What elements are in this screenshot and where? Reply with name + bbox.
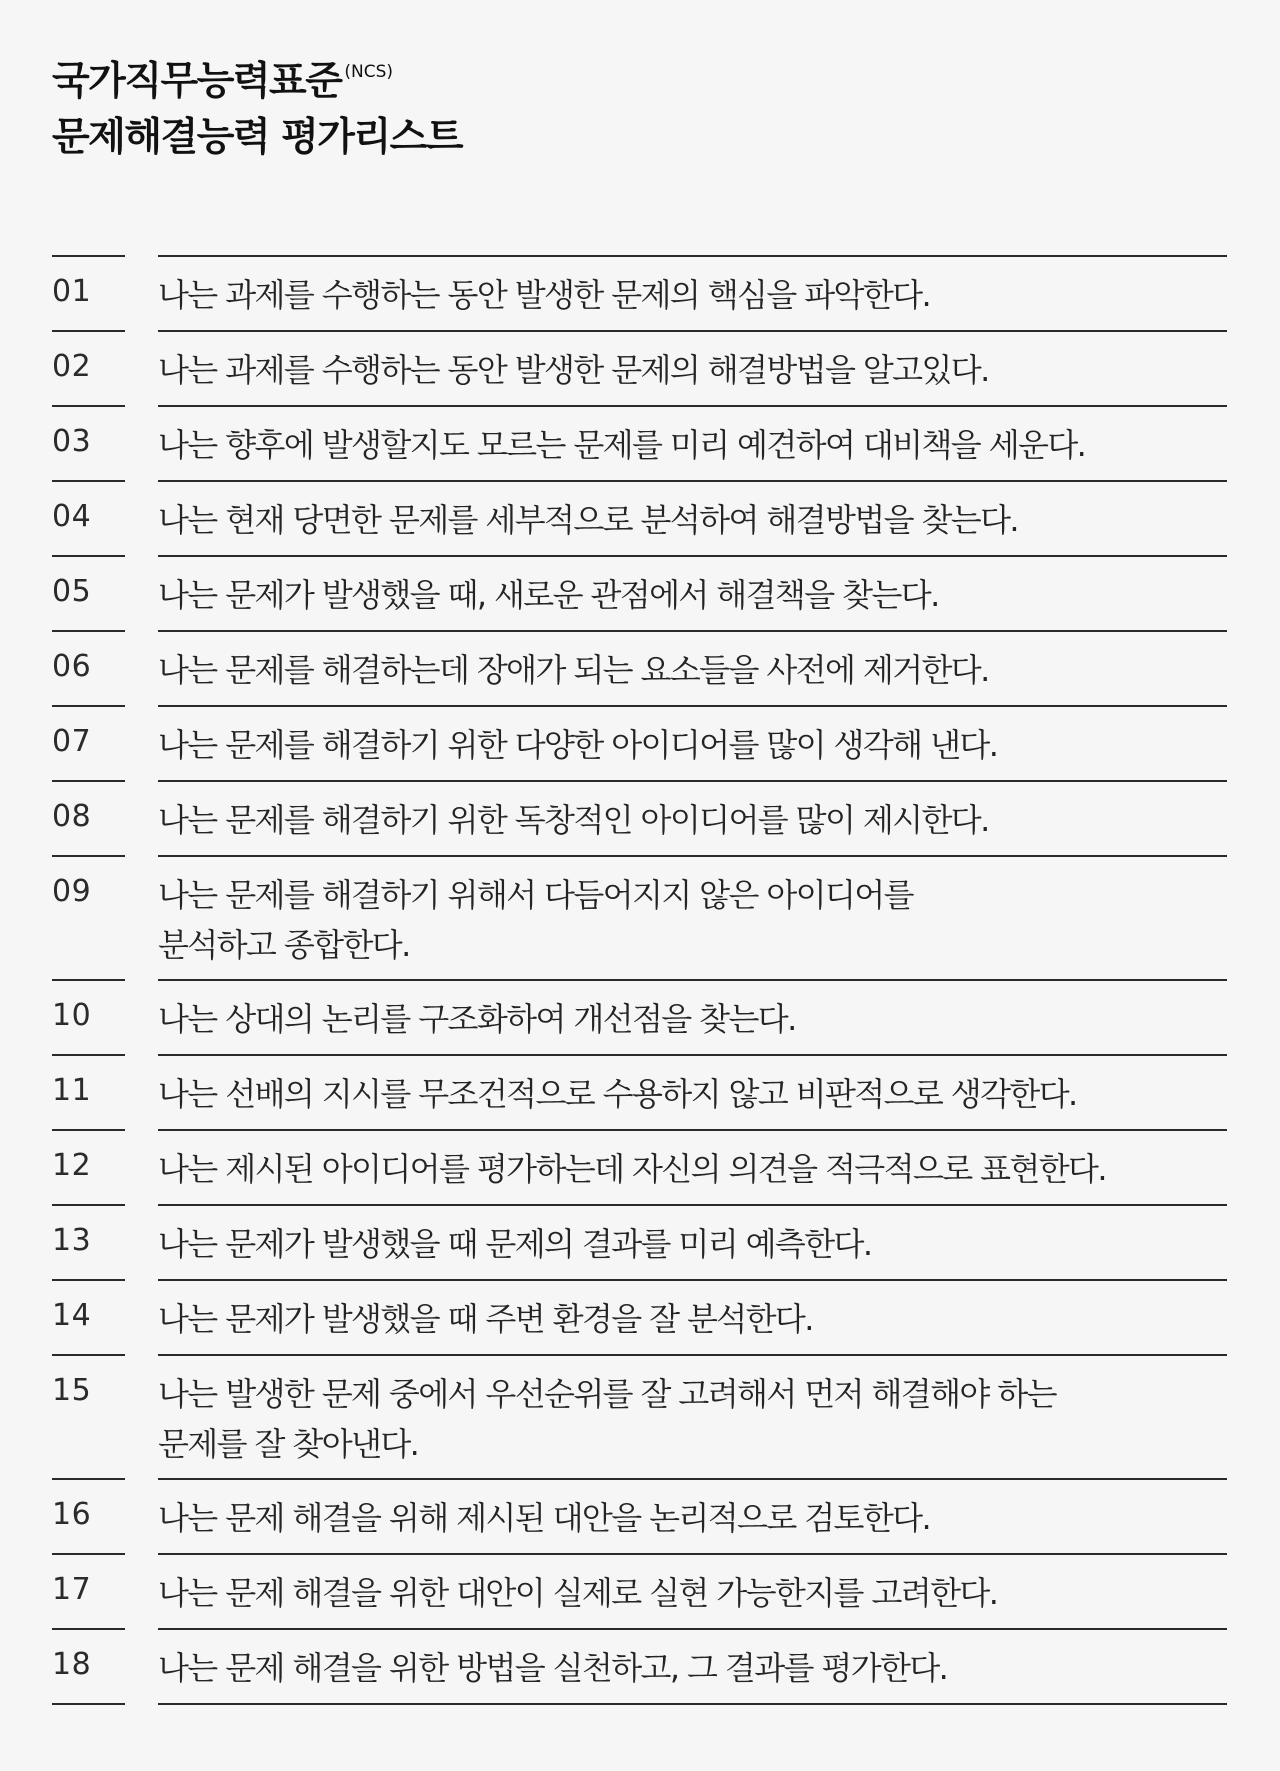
text-divider <box>158 1628 1227 1630</box>
number-divider <box>52 1703 125 1705</box>
title-line-2: 문제해결능력 평가리스트 <box>52 115 462 160</box>
text-divider <box>158 1354 1227 1356</box>
number-divider <box>52 705 125 707</box>
list-item <box>52 405 1227 480</box>
text-divider <box>158 330 1227 332</box>
list-item <box>52 1553 1227 1628</box>
list-item <box>52 855 1227 979</box>
number-divider <box>52 780 125 782</box>
number-divider <box>52 979 125 981</box>
text-divider <box>158 480 1227 482</box>
closing-divider <box>52 1703 1227 1705</box>
list-item <box>52 705 1227 780</box>
item-number: 13 <box>52 1223 92 1258</box>
text-divider <box>158 630 1227 632</box>
number-divider <box>52 480 125 482</box>
item-number: 06 <box>52 649 92 684</box>
item-number: 15 <box>52 1373 92 1408</box>
item-text: 나는 과제를 수행하는 동안 발생한 문제의 핵심을 파악한다. <box>158 276 931 314</box>
list-item <box>52 330 1227 405</box>
item-text: 나는 문제 해결을 위해 제시된 대안을 논리적으로 검토한다. <box>158 1499 931 1537</box>
item-text: 나는 문제를 해결하는데 장애가 되는 요소들을 사전에 제거한다. <box>158 651 989 689</box>
item-text: 나는 문제가 발생했을 때, 새로운 관점에서 해결책을 찾는다. <box>158 576 939 614</box>
item-text: 나는 문제를 해결하기 위한 독창적인 아이디어를 많이 제시한다. <box>158 801 989 839</box>
item-number: 17 <box>52 1572 92 1607</box>
number-divider <box>52 1478 125 1480</box>
item-text: 나는 과제를 수행하는 동안 발생한 문제의 해결방법을 알고있다. <box>158 351 989 389</box>
list-item <box>52 1628 1227 1703</box>
text-divider <box>158 555 1227 557</box>
item-number: 12 <box>52 1148 92 1183</box>
item-number: 02 <box>52 349 92 384</box>
list-item <box>52 255 1227 330</box>
number-divider <box>52 630 125 632</box>
text-divider <box>158 1204 1227 1206</box>
item-number: 05 <box>52 574 92 609</box>
number-divider <box>52 255 125 257</box>
item-number: 01 <box>52 274 92 309</box>
item-number: 03 <box>52 424 92 459</box>
text-divider <box>158 1129 1227 1131</box>
number-divider <box>52 1054 125 1056</box>
item-text: 나는 문제가 발생했을 때 문제의 결과를 미리 예측한다. <box>158 1225 872 1263</box>
item-number: 04 <box>52 499 92 534</box>
item-text: 나는 향후에 발생할지도 모르는 문제를 미리 예견하여 대비책을 세운다. <box>158 426 1086 464</box>
list-item <box>52 780 1227 855</box>
text-divider <box>158 1279 1227 1281</box>
number-divider <box>52 555 125 557</box>
item-number: 11 <box>52 1073 92 1108</box>
item-text: 나는 상대의 논리를 구조화하여 개선점을 찾는다. <box>158 1000 796 1038</box>
item-number: 16 <box>52 1497 92 1532</box>
text-divider <box>158 1553 1227 1555</box>
list-item <box>52 1279 1227 1354</box>
number-divider <box>52 330 125 332</box>
list-item <box>52 979 1227 1054</box>
list-item <box>52 1204 1227 1279</box>
item-text: 나는 현재 당면한 문제를 세부적으로 분석하여 해결방법을 찾는다. <box>158 501 1019 539</box>
number-divider <box>52 1553 125 1555</box>
number-divider <box>52 1354 125 1356</box>
number-divider <box>52 1628 125 1630</box>
number-divider <box>52 405 125 407</box>
list-item <box>52 555 1227 630</box>
item-text: 나는 문제가 발생했을 때 주변 환경을 잘 분석한다. <box>158 1300 813 1338</box>
title-superscript: (NCS) <box>344 62 394 82</box>
list-item <box>52 480 1227 555</box>
list-item <box>52 1354 1227 1478</box>
text-divider <box>158 1054 1227 1056</box>
item-text: 나는 문제를 해결하기 위해서 다듬어지지 않은 아이디어를 분석하고 종합한다. <box>158 876 913 964</box>
item-number: 09 <box>52 874 92 909</box>
item-number: 18 <box>52 1647 92 1682</box>
list-item <box>52 630 1227 705</box>
page-title <box>52 44 462 166</box>
item-number: 14 <box>52 1298 92 1333</box>
text-divider <box>158 705 1227 707</box>
number-divider <box>52 855 125 857</box>
list-item <box>52 1129 1227 1204</box>
item-number: 07 <box>52 724 92 759</box>
text-divider <box>158 405 1227 407</box>
text-divider <box>158 780 1227 782</box>
title-main: 국가직무능력표준 <box>52 59 342 104</box>
item-text: 나는 제시된 아이디어를 평가하는데 자신의 의견을 적극적으로 표현한다. <box>158 1150 1106 1188</box>
item-text: 나는 문제 해결을 위한 방법을 실천하고, 그 결과를 평가한다. <box>158 1649 948 1687</box>
number-divider <box>52 1129 125 1131</box>
list-item <box>52 1478 1227 1553</box>
text-divider <box>158 1478 1227 1480</box>
title-line-1 <box>52 44 462 110</box>
text-divider <box>158 979 1227 981</box>
item-text: 나는 발생한 문제 중에서 우선순위를 잘 고려해서 먼저 해결해야 하는 문제를 잘 찾아낸다. <box>158 1375 1056 1463</box>
text-divider <box>158 255 1227 257</box>
item-number: 08 <box>52 799 92 834</box>
item-text: 나는 문제를 해결하기 위한 다양한 아이디어를 많이 생각해 낸다. <box>158 726 998 764</box>
number-divider <box>52 1279 125 1281</box>
item-text: 나는 선배의 지시를 무조건적으로 수용하지 않고 비판적으로 생각한다. <box>158 1075 1077 1113</box>
number-divider <box>52 1204 125 1206</box>
text-divider <box>158 1703 1227 1705</box>
text-divider <box>158 855 1227 857</box>
item-text: 나는 문제 해결을 위한 대안이 실제로 실현 가능한지를 고려한다. <box>158 1574 998 1612</box>
list-item <box>52 1054 1227 1129</box>
checklist <box>52 255 1227 1705</box>
item-number: 10 <box>52 998 92 1033</box>
